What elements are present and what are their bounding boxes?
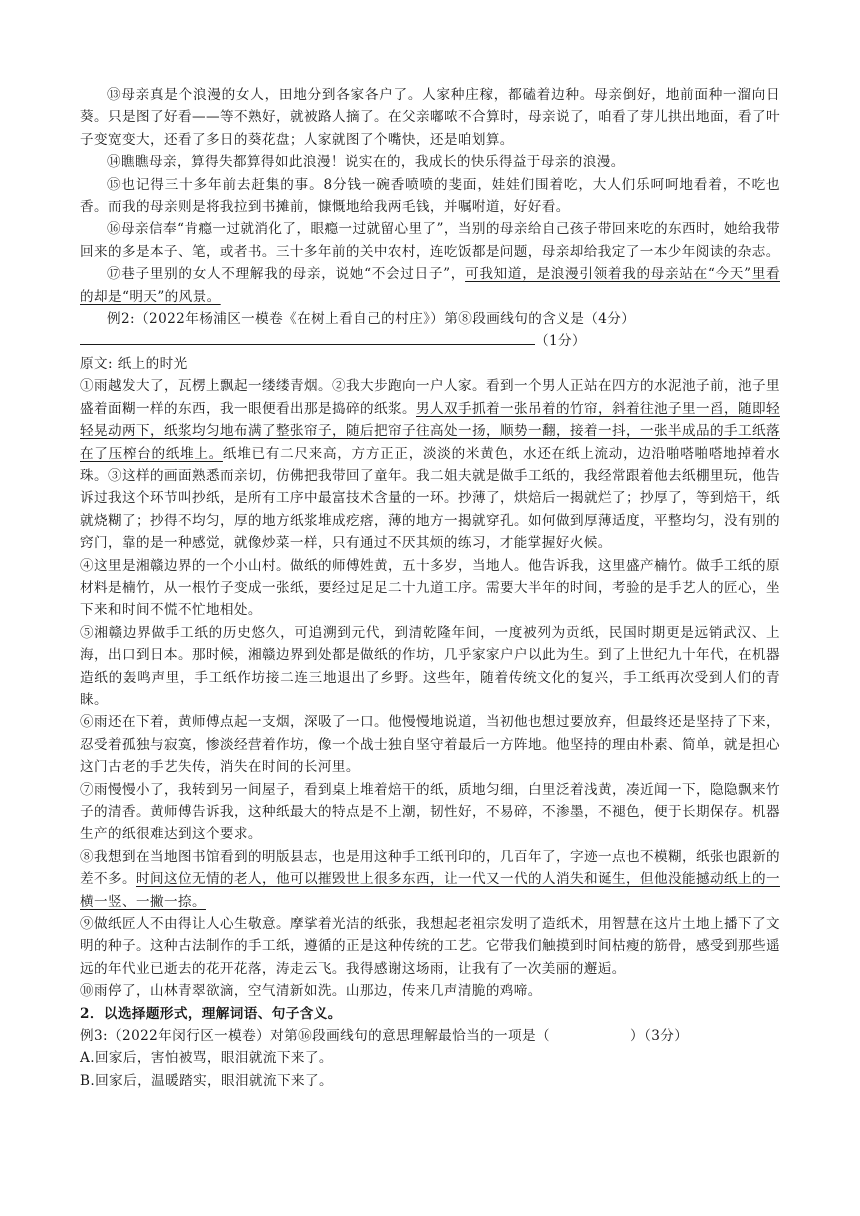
paragraph-17-underlined: 可我知道，是浪漫引领着我的母亲站在“今天”里看的却是“明天”的风景。	[80, 266, 780, 305]
article-p1-text-a: ①雨越发大了，瓦楞上飘起一缕缕青烟。②我大步跑向一户人家。看到一个男人正站在四方的水泥池子前，池子里盛着面糊一样的东西，我一眼便看出那是捣碎的纸浆。	[80, 378, 780, 417]
paragraph-15: ⑮也记得三十多年前去赶集的事。8分钱一碗香喷喷的斐面，娃娃们围着吃，大人们乐呵呵地看着，不吃也香。而我的母亲则是将我拉到书摊前，慷慨地给我两毛钱，并嘱咐道，好好看。	[80, 176, 780, 216]
article-paragraph-8	[80, 846, 780, 913]
option-a: A.回家后，害怕被骂，眼泪就流下来了。	[80, 1050, 333, 1067]
article-paragraph-7: ⑦雨慢慢小了，我转到另一间屋子，看到桌上堆着焙干的纸，质地匀细，白里泛着浅黄，凑近闻一下，隐隐飘来竹子的清香。黄师傅告诉我，这种纸最大的特点是不上潮，韧性好，不易碎，不渗墨，不褪色，便于长期保存。机器生产的纸很难达到这个要求。	[80, 781, 780, 843]
example-2-score: （1分）	[535, 333, 587, 350]
paragraph-13: ⑬母亲真是个浪漫的女人，田地分到各家各户了。人家种庄稼，都磕着边种。母亲倒好，地前面种一溜向日葵。只是图了好看——等不熟好，就被路人摘了。在父亲嘟哝不合算时，母亲说了，咱看了芽儿拱出地面，看了叶子变宽变大，还看了多日的葵花盘；人家就图了个嘴快，还是咱划算。	[80, 87, 780, 148]
article-title: 原文: 纸上的时光	[80, 355, 188, 372]
article-p1-text-c: 纸堆已有二尺来高，方方正正，淡淡的米黄色，水还在纸上流动，边沿啪嗒啪嗒地掉着水珠。③这样的画面熟悉而亲切，仿佛把我带回了童年。我二姐夫就是做手工纸的，我经常跟着他去纸棚里玩，他告诉过我这个环节叫抄纸，是所有工序中最富技术含量的一环。抄薄了，烘焙后一揭就烂了；抄厚了，等到焙干，纸就烧糊了；抄得不均匀，厚的地方纸浆堆成疙瘩，薄的地方一揭就穿孔。如何做到厚薄适度，平整均匀，没有别的窍门，靠的是一种感觉，就像炒菜一样，只有通过不厌其烦的练习，才能掌握好火候。	[80, 445, 780, 552]
article-paragraph-9: ⑨做纸匠人不由得让人心生敬意。摩挲着光洁的纸张，我想起老祖宗发明了造纸术，用智慧在这片土地上播下了文明的种子。这种古法制作的手工纸，遵循的正是这种传统的工艺。它带我们触摸到时间枯瘦的筋骨，感受到那些遥远的年代业已逝去的花开花落，涛走云飞。我得感谢这场雨，让我有了一次美丽的邂逅。	[80, 916, 780, 977]
article-p8-text: ⑧我想到在当地图书馆看到的明版县志，也是用这种手工纸刊印的，几百年了，字迹一点也不模糊，纸张也跟新的差不多。	[80, 848, 780, 888]
paragraph-17	[80, 263, 780, 308]
paragraph-17-text: ⑰巷子里别的女人不理解我的母亲，说她“不会过日子”，	[107, 266, 466, 283]
article-paragraph-10: ⑩雨停了，山林青翠欲滴，空气清新如洗。山那边，传来几声清脆的鸡啼。	[80, 983, 542, 1000]
example-2-question: 例2:（2022年杨浦区一模卷《在树上看自己的村庄》）第⑧段画线句的含义是（4分）	[107, 311, 636, 328]
example-3-question	[80, 1025, 780, 1047]
answer-blank[interactable]	[80, 330, 535, 345]
article-p1-underlined: 男人双手抓着一张吊着的竹帘，斜着往池子里一舀，随即轻轻晃动两下，纸浆均匀地布满了整张帘子，随后把帘子往高处一扬，顺势一翻，接着一抖，一张半成品的手工纸落在了压榨台的纸堆上。	[80, 400, 780, 462]
option-b: B.回家后，温暖踏实，眼泪就流下来了。	[80, 1072, 334, 1089]
article-paragraph-1	[80, 375, 780, 554]
section-2-heading: 2．以选择题形式，理解词语、句子含义。	[80, 1005, 342, 1022]
article-paragraph-6: ⑥雨还在下着，黄师傅点起一支烟，深吸了一口。他慢慢地说道，当初他也想过要放弃，但最终还是坚持了下来，忍受着孤独与寂寞，惨淡经营着作坊，像一个战士独自坚守着最后一方阵地。他坚持的理由朴素、简单，就是担心这门古老的手艺失传，消失在时间的长河里。	[80, 714, 780, 776]
example-3-text: 例3:（2022年闵行区一模卷）对第⑯段画线句的意思理解最恰当的一项是（	[80, 1028, 551, 1045]
article-paragraph-4: ④这里是湘赣边界的一个小山村。做纸的师傅姓黄，五十多岁，当地人。他告诉我，这里盛产楠竹。做手工纸的原材料是楠竹，从一根竹子变成一张纸，要经过足足二十九道工序。需要大半年的时间，考验的是手艺人的匠心，坐下来和时间不慌不忙地相处。	[80, 557, 780, 619]
example-2-answer-line	[80, 330, 780, 352]
article-paragraph-5: ⑤湘赣边界做手工纸的历史悠久，可追溯到元代，到清乾隆年间，一度被列为贡纸，民国时期更是远销武汉、上海，出口到日本。那时候，湘赣边界到处都是做纸的作坊，几乎家家户户以此为生。到了上世纪九十年代，在机器造纸的轰鸣声里，手工纸作坊接二连三地退出了乡野。这些年，随着传统文化的复兴，手工纸再次受到人们的青睐。	[80, 624, 780, 708]
example-3-score: ）（3分）	[630, 1028, 689, 1045]
article-p8-underlined: 时间这位无情的老人，他可以摧毁世上很多东西，让一代又一代的人消失和诞生，但他没能撼动纸上的一横一竖、一撇一捺。	[80, 871, 780, 910]
paragraph-16: ⑯母亲信奉“肯瘾一过就消化了，眼瘾一过就留心里了”，当别的母亲给自己孩子带回来吃的东西时，她给我带回来的多是本子、笔，或者书。三十多年前的关中农村，连吃饭都是问题，母亲却给我定了一本少年阅读的杂志。	[80, 221, 780, 260]
document-page	[80, 84, 780, 1092]
paragraph-14: ⑭瞧瞧母亲，算得失都算得如此浪漫！说实在的，我成长的快乐得益于母亲的浪漫。	[107, 154, 625, 171]
